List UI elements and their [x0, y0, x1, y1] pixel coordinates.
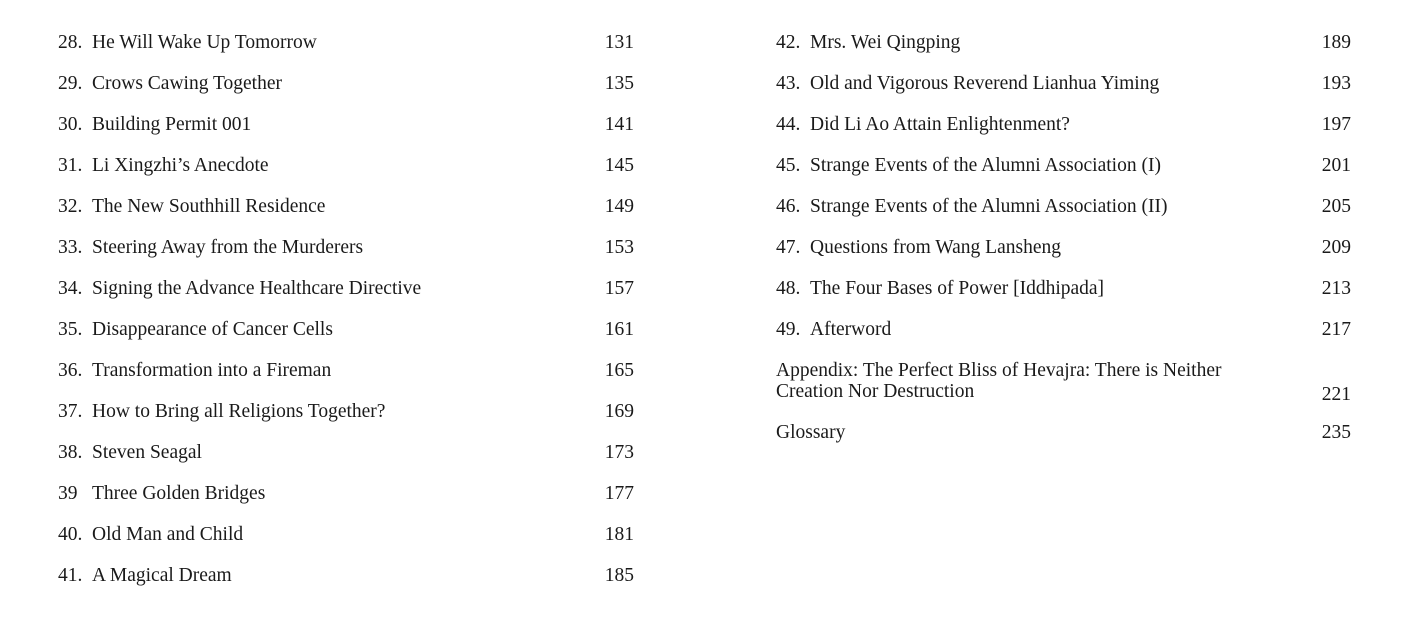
- toc-entry-number: 46.: [776, 196, 801, 217]
- toc-entry-title: The Four Bases of Power [Iddhipada]: [810, 278, 1105, 299]
- toc-entry-title: Signing the Advance Healthcare Directive: [92, 278, 422, 299]
- toc-entry-28[interactable]: [58, 29, 634, 70]
- toc-entry-number: 29.: [58, 73, 83, 94]
- toc-entry-number: 36.: [58, 360, 83, 381]
- toc-entry-title: Three Golden Bridges: [92, 483, 266, 504]
- toc-entry-title: Li Xingzhi’s Anecdote: [92, 155, 269, 176]
- toc-entry-39[interactable]: [58, 480, 634, 521]
- toc-entry-number: 28.: [58, 32, 83, 53]
- toc-entry-appendix[interactable]: [776, 357, 1351, 419]
- toc-entry-number: 38.: [58, 442, 83, 463]
- toc-entry-title: Crows Cawing Together: [92, 73, 283, 94]
- toc-entry-37[interactable]: [58, 398, 634, 439]
- toc-entry-page: 201: [1321, 155, 1351, 176]
- toc-entry-page: 213: [1321, 278, 1351, 299]
- toc-entry-number: 30.: [58, 114, 83, 135]
- toc-entry-40[interactable]: [58, 521, 634, 562]
- toc-right-column: [776, 29, 1351, 460]
- toc-entry-46[interactable]: [776, 193, 1351, 234]
- toc-entry-page: 185: [604, 565, 634, 586]
- toc-entry-title: Glossary: [776, 422, 846, 443]
- toc-entry-number: 37.: [58, 401, 83, 422]
- toc-entry-47[interactable]: [776, 234, 1351, 275]
- toc-entry-38[interactable]: [58, 439, 634, 480]
- toc-entry-number: 44.: [776, 114, 801, 135]
- toc-entry-title: Afterword: [810, 319, 892, 340]
- toc-entry-number: 47.: [776, 237, 801, 258]
- toc-entry-48[interactable]: [776, 275, 1351, 316]
- toc-entry-42[interactable]: [776, 29, 1351, 70]
- toc-entry-number: 39: [58, 483, 78, 504]
- toc-entry-page: 181: [604, 524, 634, 545]
- toc-entry-page: 135: [604, 73, 634, 94]
- toc-entry-page: 153: [604, 237, 634, 258]
- toc-entry-page: 131: [604, 32, 634, 53]
- toc-entry-title: Steven Seagal: [92, 442, 202, 463]
- toc-entry-number: 40.: [58, 524, 83, 545]
- toc-entry-page: 141: [604, 114, 634, 135]
- toc-entry-page: 197: [1321, 114, 1351, 135]
- toc-entry-page: 205: [1321, 196, 1351, 217]
- toc-entry-page: 177: [604, 483, 634, 504]
- toc-entry-title: Old and Vigorous Reverend Lianhua Yiming: [810, 73, 1160, 94]
- toc-entry-33[interactable]: [58, 234, 634, 275]
- toc-entry-title: How to Bring all Religions Together?: [92, 401, 386, 422]
- toc-entry-number: 32.: [58, 196, 83, 217]
- toc-left-column: [58, 29, 634, 603]
- toc-entry-30[interactable]: [58, 111, 634, 152]
- toc-entry-title: Did Li Ao Attain Enlightenment?: [810, 114, 1070, 135]
- toc-entry-title: A Magical Dream: [92, 565, 232, 586]
- toc-entry-title: Transformation into a Fireman: [92, 360, 332, 381]
- toc-entry-number: 41.: [58, 565, 83, 586]
- toc-entry-43[interactable]: [776, 70, 1351, 111]
- toc-entry-title: Strange Events of the Alumni Association (II): [810, 196, 1168, 217]
- toc-entry-page: 193: [1321, 73, 1351, 94]
- toc-entry-glossary[interactable]: [776, 419, 1351, 460]
- toc-entry-page: 235: [1321, 422, 1351, 443]
- toc-entry-number: 35.: [58, 319, 83, 340]
- toc-entry-title: Strange Events of the Alumni Association (I): [810, 155, 1161, 176]
- toc-entry-31[interactable]: [58, 152, 634, 193]
- toc-entry-title: Building Permit 001: [92, 114, 252, 135]
- toc-entry-title: The New Southhill Residence: [92, 196, 326, 217]
- toc-entry-title: Mrs. Wei Qingping: [810, 32, 961, 53]
- toc-entry-44[interactable]: [776, 111, 1351, 152]
- toc-entry-title: He Will Wake Up Tomorrow: [92, 32, 317, 53]
- toc-entry-number: 48.: [776, 278, 801, 299]
- toc-entry-34[interactable]: [58, 275, 634, 316]
- toc-entry-page: 157: [604, 278, 634, 299]
- toc-entry-36[interactable]: [58, 357, 634, 398]
- toc-entry-page: 209: [1321, 237, 1351, 258]
- toc-entry-number: 34.: [58, 278, 83, 299]
- toc-entry-number: 42.: [776, 32, 801, 53]
- toc-entry-35[interactable]: [58, 316, 634, 357]
- toc-entry-page: 221: [1321, 384, 1351, 405]
- toc-entry-32[interactable]: [58, 193, 634, 234]
- toc-entry-number: 43.: [776, 73, 801, 94]
- toc-entry-title: Old Man and Child: [92, 524, 244, 545]
- toc-entry-number: 49.: [776, 319, 801, 340]
- toc-entry-page: 145: [604, 155, 634, 176]
- toc-entry-page: 173: [604, 442, 634, 463]
- toc-entry-page: 189: [1321, 32, 1351, 53]
- toc-entry-29[interactable]: [58, 70, 634, 111]
- toc-entry-page: 161: [604, 319, 634, 340]
- toc-entry-number: 31.: [58, 155, 83, 176]
- toc-entry-title: Appendix: The Perfect Bliss of Hevajra: There is Neither Creation Nor Destruction: [776, 360, 1222, 402]
- toc-entry-page: 169: [604, 401, 634, 422]
- toc-entry-49[interactable]: [776, 316, 1351, 357]
- toc-entry-page: 149: [604, 196, 634, 217]
- toc-entry-45[interactable]: [776, 152, 1351, 193]
- toc-entry-title: Steering Away from the Murderers: [92, 237, 364, 258]
- toc-entry-number: 45.: [776, 155, 801, 176]
- toc-entry-page: 217: [1321, 319, 1351, 340]
- toc-entry-title: Disappearance of Cancer Cells: [92, 319, 333, 340]
- toc-entry-41[interactable]: [58, 562, 634, 603]
- toc-entry-number: 33.: [58, 237, 83, 258]
- toc-entry-page: 165: [604, 360, 634, 381]
- toc-entry-title: Questions from Wang Lansheng: [810, 237, 1061, 258]
